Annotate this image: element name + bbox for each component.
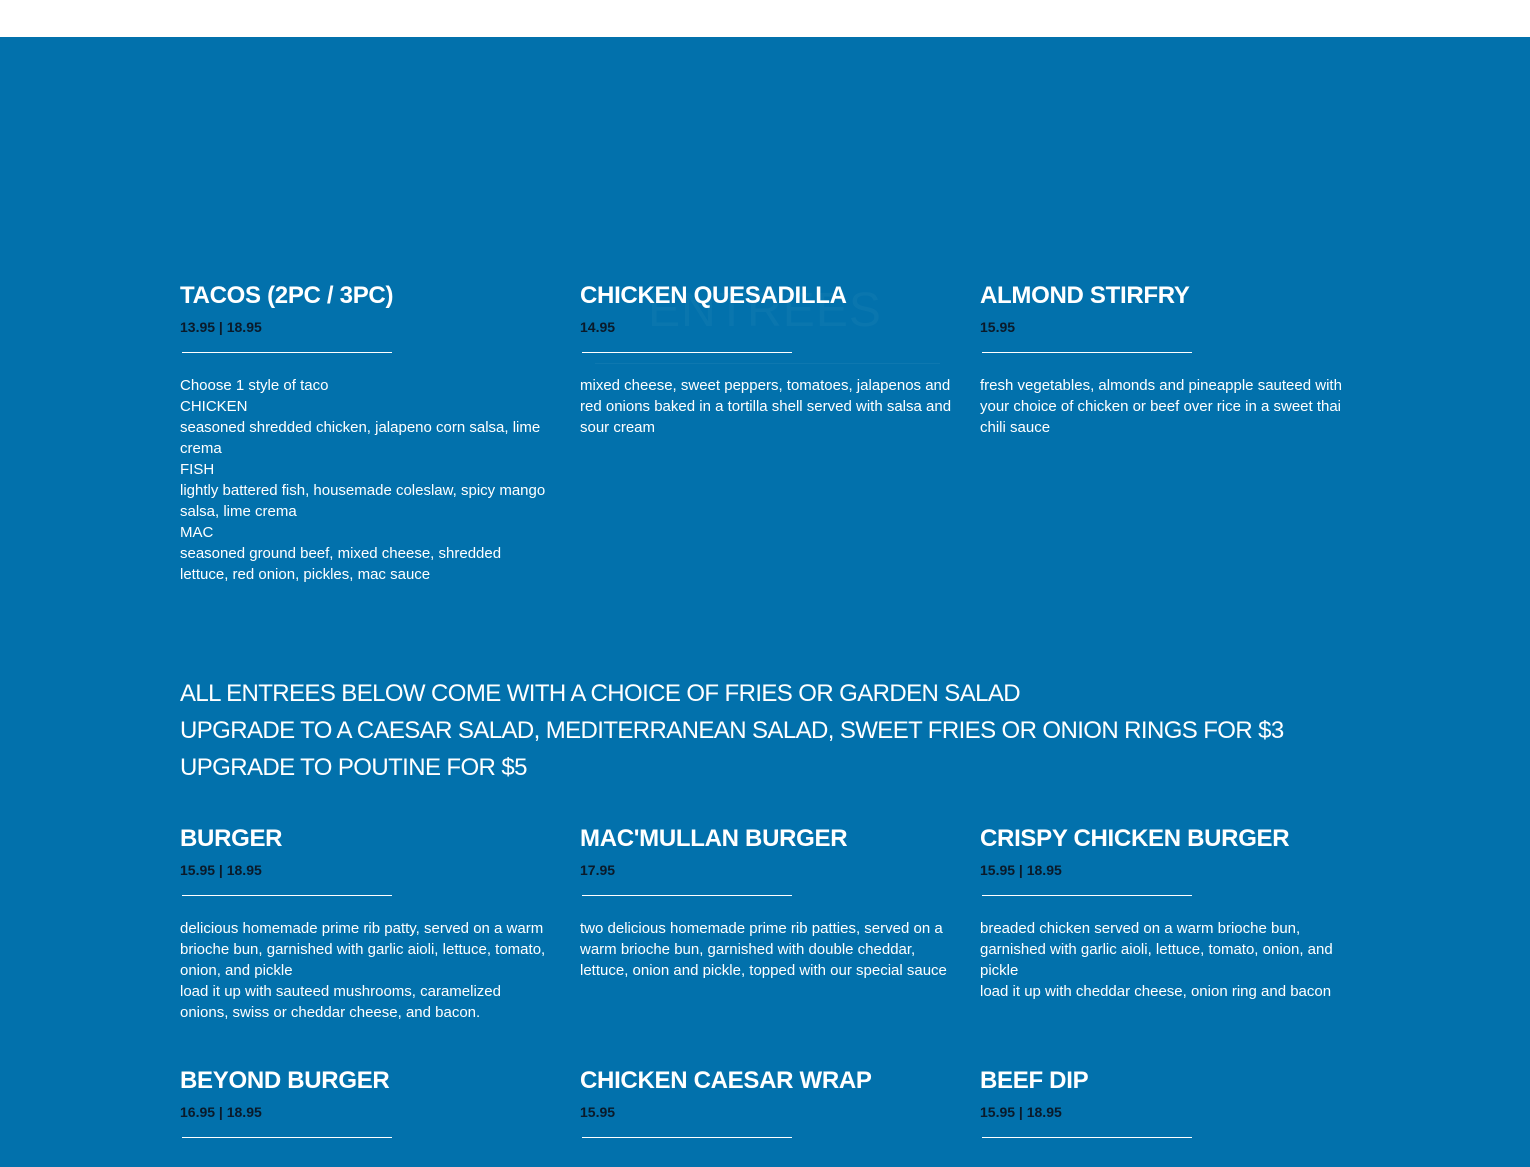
item-description xyxy=(580,918,952,981)
item-price: 15.95 | 18.95 xyxy=(980,862,1062,878)
item-price: 15.95 | 18.95 xyxy=(180,862,262,878)
item-price: 14.95 xyxy=(580,319,616,335)
item-description xyxy=(580,375,952,438)
item-description xyxy=(180,375,552,585)
menu-row-3 xyxy=(180,1067,1380,1138)
description-line: two delicious homemade prime rib patties, served on a warm brioche bun, garnished with double cheddar, lettuce, onion and pickle, topped with our special sauce xyxy=(580,920,947,979)
menu-row-1 xyxy=(180,282,1380,585)
item-price: 13.95 | 18.95 xyxy=(180,319,262,335)
note-line: ALL ENTREES BELOW COME WITH A CHOICE OF FRIES OR GARDEN SALAD xyxy=(180,680,1020,707)
item-divider xyxy=(182,1137,392,1138)
description-line: CHICKEN xyxy=(180,398,248,415)
description-line: delicious homemade prime rib patty, served on a warm brioche bun, garnished with garlic aioli, lettuce, tomato, onion, and pickle xyxy=(180,920,546,979)
item-name: TACOS (2PC / 3PC) xyxy=(180,282,394,309)
item-divider xyxy=(982,895,1192,896)
item-name: MAC'MULLAN BURGER xyxy=(580,825,848,852)
top-bar xyxy=(0,0,1530,37)
description-line: seasoned ground beef, mixed cheese, shredded lettuce, red onion, pickles, mac sauce xyxy=(180,545,502,583)
menu-item-almond-stirfry xyxy=(980,282,1352,585)
description-line: lightly battered fish, housemade coleslaw, spicy mango salsa, lime crema xyxy=(180,482,546,520)
item-description xyxy=(980,375,1352,438)
item-price: 16.95 | 18.95 xyxy=(180,1104,262,1120)
item-name: BEYOND BURGER xyxy=(180,1067,390,1094)
item-price: 17.95 xyxy=(580,862,616,878)
menu-item-chicken-quesadilla xyxy=(580,282,952,585)
menu-item-beef-dip xyxy=(980,1067,1352,1138)
item-name: CHICKEN CAESAR WRAP xyxy=(580,1067,872,1094)
description-line: breaded chicken served on a warm brioche bun, garnished with garlic aioli, lettuce, tomato, onion, and pickle xyxy=(980,920,1333,979)
item-divider xyxy=(982,352,1192,353)
description-line: MAC xyxy=(180,524,214,541)
item-divider xyxy=(582,352,792,353)
item-name: CHICKEN QUESADILLA xyxy=(580,282,847,309)
item-name: CRISPY CHICKEN BURGER xyxy=(980,825,1290,852)
description-line: mixed cheese, sweet peppers, tomatoes, jalapenos and red onions baked in a tortilla shell served with salsa and sour cream xyxy=(580,377,952,436)
description-line: seasoned shredded chicken, jalapeno corn salsa, lime crema xyxy=(180,419,541,457)
item-price: 15.95 xyxy=(580,1104,616,1120)
entree-notes xyxy=(180,675,1284,786)
note-line: UPGRADE TO POUTINE FOR $5 xyxy=(180,754,527,781)
description-line: load it up with cheddar cheese, onion ring and bacon xyxy=(980,983,1332,1000)
entrees-section xyxy=(0,37,1530,1167)
description-line: Choose 1 style of taco xyxy=(180,377,329,394)
menu-item-tacos xyxy=(180,282,552,585)
item-name: BURGER xyxy=(180,825,283,852)
item-description xyxy=(180,918,552,1023)
menu-item-macmullan-burger xyxy=(580,825,952,1023)
menu-item-beyond-burger xyxy=(180,1067,552,1138)
item-price: 15.95 xyxy=(980,319,1016,335)
menu-item-chicken-caesar-wrap xyxy=(580,1067,952,1138)
description-line: load it up with sauteed mushrooms, caramelized onions, swiss or cheddar cheese, and bacon. xyxy=(180,983,501,1021)
item-divider xyxy=(582,895,792,896)
item-divider xyxy=(182,352,392,353)
menu-item-crispy-chicken-burger xyxy=(980,825,1352,1023)
item-divider xyxy=(182,895,392,896)
item-divider xyxy=(982,1137,1192,1138)
description-line: fresh vegetables, almonds and pineapple sauteed with your choice of chicken or beef over rice in a sweet thai chili sauce xyxy=(980,377,1342,436)
description-line: FISH xyxy=(180,461,215,478)
menu-item-burger xyxy=(180,825,552,1023)
note-line: UPGRADE TO A CAESAR SALAD, MEDITERRANEAN SALAD, SWEET FRIES OR ONION RINGS FOR $3 xyxy=(180,717,1284,744)
item-divider xyxy=(582,1137,792,1138)
item-name: ALMOND STIRFRY xyxy=(980,282,1190,309)
item-price: 15.95 | 18.95 xyxy=(980,1104,1062,1120)
item-name: BEEF DIP xyxy=(980,1067,1089,1094)
item-description xyxy=(980,918,1352,1002)
menu-row-2 xyxy=(180,825,1380,1023)
